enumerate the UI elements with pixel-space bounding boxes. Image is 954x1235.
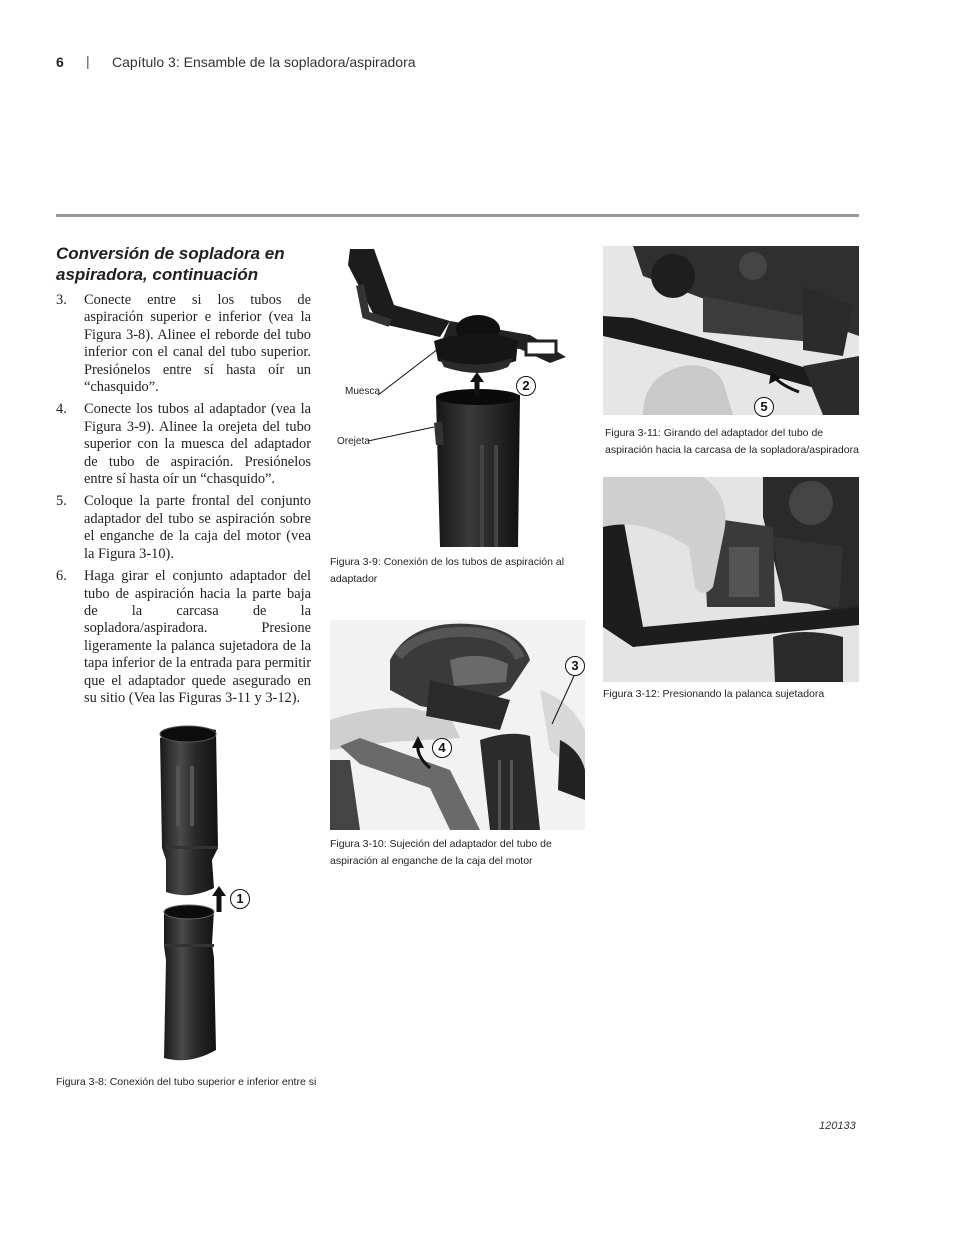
step-text: Haga girar el conjunto adaptador del tubo de aspiración hacia la parte baja de la carcasa de la sopladora/aspiradora. Presione ligeramente la palanca sujetadora de la tapa inferior de la entrada para permitir que el adaptador quede asegurado en su sitio (Vea las Figuras 3-11 y 3-12). (84, 568, 311, 706)
step-item (56, 493, 311, 563)
up-arrow-icon (470, 372, 484, 396)
figure-3-10-caption: Figura 3-10: Sujeción del adaptador del tubo de aspiración al enganche de la caja del motor (330, 838, 552, 867)
step-text: Conecte entre si los tubos de aspiración superior e inferior (vea la Figura 3-8). Alinee el reborde del tubo inferior con el canal del tubo superior. Presiónelos entre sí hasta oír un “chasquido”. (84, 292, 311, 396)
chapter-title: Capítulo 3: Ensamble de la sopladora/aspiradora (112, 54, 416, 70)
callout-4: 4 (432, 738, 452, 758)
step-number: 6. (56, 568, 67, 585)
callout-2: 2 (516, 376, 536, 396)
step-number: 4. (56, 401, 67, 418)
step-text: Conecte los tubos al adaptador (vea la Figura 3-9). Alinee la orejeta del tubo superior con la muesca del adaptador de tubo de aspiración. Presiónelos entre sí hasta oír un “chasquido”. (84, 401, 311, 488)
step-number: 5. (56, 493, 67, 510)
header-separator: | (86, 53, 90, 69)
callout-1: 1 (230, 889, 250, 909)
section-title: Conversión de sopladora en aspiradora, continuación (56, 244, 285, 284)
step-number: 3. (56, 292, 67, 308)
figure-3-12-image (603, 477, 859, 682)
figure-3-12-caption: Figura 3-12: Presionando la palanca sujetadora (603, 688, 825, 700)
step-item (56, 292, 311, 396)
callout-3: 3 (565, 656, 585, 676)
step-item (56, 568, 311, 707)
label-tab: Orejeta (337, 436, 370, 447)
figure-3-9-caption: Figura 3-9: Conexión de los tubos de aspiración al adaptador (330, 556, 565, 585)
step-text: Coloque la parte frontal del conjunto adaptador del tubo se aspiración sobre el enganche de la caja del motor (vea la Figura 3-10). (84, 493, 311, 562)
step-item (56, 401, 311, 488)
figure-3-11-caption: Figura 3-11: Girando del adaptador del tubo de aspiración hacia la carcasa de la sopladora/aspiradora (605, 427, 859, 456)
callout-5: 5 (754, 397, 774, 417)
figure-3-11-image (603, 246, 859, 415)
up-arrow-icon (212, 886, 226, 912)
section-divider (56, 214, 859, 217)
page-number: 6 (56, 54, 64, 70)
figure-3-10-image (330, 620, 585, 830)
label-notch: Muesca (345, 386, 381, 397)
figure-3-8-caption: Figura 3-8: Conexión del tubo superior e inferior entre si (56, 1076, 317, 1088)
steps-list (56, 292, 311, 712)
document-id: 120133 (819, 1120, 856, 1132)
